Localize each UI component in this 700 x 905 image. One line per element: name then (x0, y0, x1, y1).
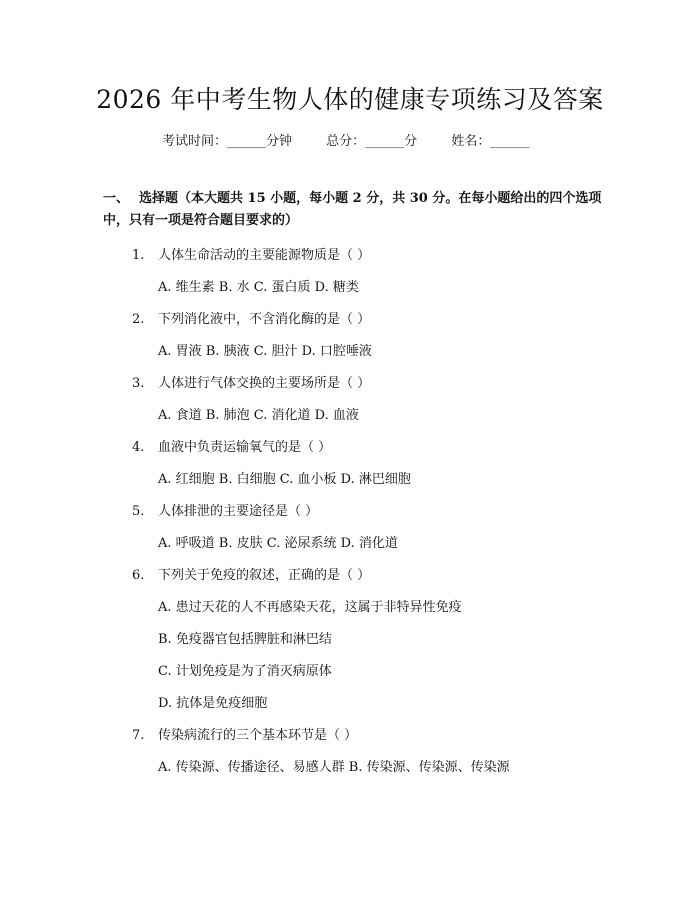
question-3 (132, 372, 370, 391)
question-6-option-d: D. 抗体是免疫细胞 (158, 696, 268, 711)
question-number: 5. (132, 504, 145, 519)
question-6-option-b: B. 免疫器官包括脾脏和淋巴结 (158, 632, 332, 647)
exam-name-field: 姓名：______ (451, 134, 530, 149)
question-7-options: A. 传染源、传播途径、易感人群 B. 传染源、传染源、传染源 (158, 760, 510, 775)
question-4-options: A. 红细胞 B. 白细胞 C. 血小板 D. 淋巴细胞 (158, 472, 411, 487)
question-7 (132, 724, 357, 743)
question-1 (132, 244, 370, 263)
question-text: 下列关于免疫的叙述，正确的是（ ） (158, 568, 371, 583)
question-text: 下列消化液中，不含消化酶的是（ ） (158, 312, 371, 327)
question-1-options: A. 维生素 B. 水 C. 蛋白质 D. 糖类 (158, 280, 359, 295)
question-number: 3. (132, 376, 145, 391)
question-text: 血液中负责运输氧气的是（ ） (158, 440, 332, 455)
question-number: 6. (132, 568, 145, 583)
question-2-options: A. 胃液 B. 胰液 C. 胆汁 D. 口腔唾液 (158, 344, 372, 359)
question-4 (132, 436, 331, 455)
question-text: 传染病流行的三个基本环节是（ ） (158, 728, 358, 743)
question-number: 4. (132, 440, 145, 455)
question-number: 2. (132, 312, 145, 327)
document-title: 2026 年中考生物人体的健康专项练习及答案 (96, 85, 604, 114)
question-6-option-a: A. 患过天花的人不再感染天花，这属于非特异性免疫 (158, 600, 462, 615)
section-heading-text: 选择题（本大题共 15 小题，每小题 2 分，共 30 分。在每小题给出的四个选项中，只有一项是符合题目要求的） (103, 191, 602, 228)
question-5 (132, 500, 318, 519)
question-number: 1. (132, 248, 145, 263)
question-6-option-c: C. 计划免疫是为了消灭病原体 (158, 664, 332, 679)
question-3-options: A. 食道 B. 肺泡 C. 消化道 D. 血液 (158, 408, 359, 423)
question-6 (132, 564, 370, 583)
exam-total-score: 总分：______分 (326, 134, 418, 149)
section-number: 一、 (103, 191, 130, 206)
question-text: 人体排泄的主要途径是（ ） (158, 504, 319, 519)
exam-info (162, 130, 529, 149)
question-text: 人体生命活动的主要能源物质是（ ） (158, 248, 371, 263)
question-number: 7. (132, 728, 145, 743)
section-heading (103, 188, 603, 232)
question-5-options: A. 呼吸道 B. 皮肤 C. 泌尿系统 D. 消化道 (158, 536, 398, 551)
exam-time: 考试时间：______分钟 (162, 134, 293, 149)
question-text: 人体进行气体交换的主要场所是（ ） (158, 376, 371, 391)
question-2 (132, 308, 370, 327)
